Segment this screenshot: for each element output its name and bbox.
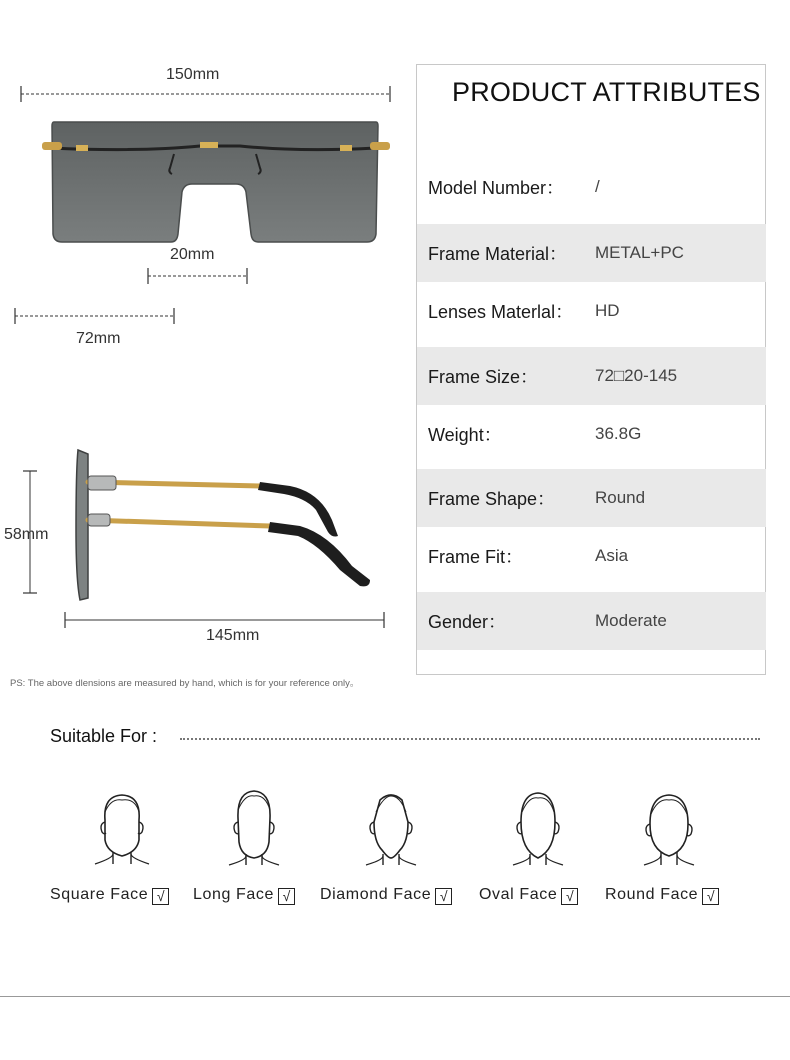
diamond-face-icon (362, 788, 420, 866)
attribute-row (417, 469, 766, 527)
attribute-value: / (595, 177, 600, 196)
attribute-key: Lenses Materlal： (428, 302, 574, 322)
product-attributes-panel (416, 64, 766, 675)
bottom-divider (0, 996, 790, 997)
round-face-icon (640, 788, 698, 866)
attribute-key: Model Number： (428, 178, 565, 198)
check-icon: √ (278, 888, 295, 905)
face-name: Square Face (50, 886, 149, 903)
suitable-for-title: Suitable For : (50, 726, 158, 746)
bridge-width-label: 20mm (170, 246, 215, 263)
dotted-divider (180, 738, 760, 740)
diamond-face-label (320, 886, 452, 905)
attribute-key: Frame Shape： (428, 489, 556, 509)
attribute-row (417, 158, 766, 216)
face-name: Round Face (605, 886, 699, 903)
check-icon: √ (702, 888, 719, 905)
attribute-value: HD (595, 301, 620, 320)
attribute-key: Gender： (428, 612, 507, 632)
oval-face-icon (509, 788, 567, 866)
attribute-row (417, 527, 766, 585)
attribute-key: Frame Material： (428, 244, 568, 264)
face-name: Long Face (193, 886, 275, 903)
face-name: Diamond Face (320, 886, 432, 903)
attribute-row (417, 592, 766, 650)
attribute-row (417, 347, 766, 405)
check-icon: √ (152, 888, 169, 905)
check-icon: √ (435, 888, 452, 905)
lens-width-label: 72mm (76, 330, 121, 347)
oval-face-label (479, 886, 578, 905)
attribute-key: Frame Fit： (428, 547, 524, 567)
attribute-value: Round (595, 488, 646, 507)
long-face-label (193, 886, 295, 905)
square-face-label (50, 886, 169, 905)
attribute-value: 36.8G (595, 424, 642, 443)
round-face-label (605, 886, 719, 905)
attribute-value: Moderate (595, 611, 667, 630)
attribute-key: Weight： (428, 425, 502, 445)
glasses-side-view (70, 440, 380, 610)
attribute-row (417, 405, 766, 463)
lens-height-label: 58mm (4, 526, 49, 543)
attribute-value: 72□20-145 (595, 366, 678, 385)
square-face-icon (93, 788, 151, 866)
attributes-title: PRODUCT ATTRIBUTES (452, 77, 761, 107)
long-face-icon (225, 788, 283, 866)
attribute-value: METAL+PC (595, 243, 684, 262)
attribute-row (417, 282, 766, 340)
attribute-key: Frame Size： (428, 367, 539, 387)
attribute-value: Asia (595, 546, 629, 565)
temple-length-label: 145mm (206, 627, 260, 644)
lens-width-dimension-line (12, 306, 178, 326)
bridge-dimension-line (145, 266, 251, 286)
face-name: Oval Face (479, 886, 558, 903)
total-width-label: 150mm (166, 66, 220, 83)
attribute-row (417, 224, 766, 282)
total-width-dimension-line (18, 84, 394, 104)
check-icon: √ (561, 888, 578, 905)
glasses-front-view (40, 110, 400, 250)
measurement-note: PS: The above dlensions are measured by hand, which is for your reference only。 (10, 678, 360, 689)
